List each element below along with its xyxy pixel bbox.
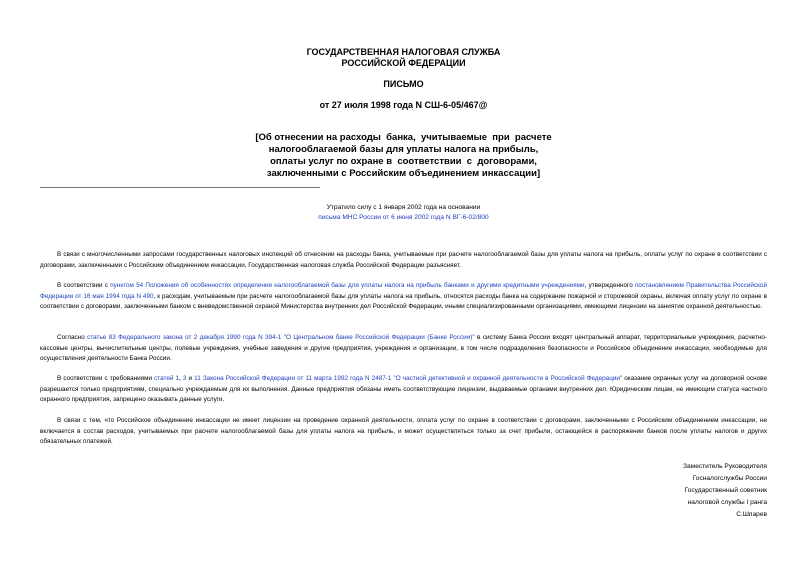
paragraph-2-text-c: , к расходам, учитываемым при расчете налогооблагаемой базы для уплаты налога на прибыль, относятся расходы банка на содержание пожарной и сторожевой охраны, включая оплату услуг по охране в соответствии с договорами, заключенными банком с вневедомственной охраной Министерства внутренних дел Российской Федерации, иными специализированными организациями, имеющими лицензии на заниятие охранной деятельностью. [40, 292, 767, 311]
validity-link[interactable]: письма МНС России от 6 июня 2002 года N ВГ-6-02/800 [318, 214, 489, 221]
link-statya-83[interactable]: статье 83 Федерального закона от 2 декабря 1990 года N 394-1 "О Центральном банке Российской Федерации (Банке России)" [87, 334, 475, 341]
paragraph-4 [40, 374, 767, 406]
link-postanovlenie-490[interactable]: постановлением Правительства Российской Федерации от 16 мая 1994 года N 490 [40, 282, 767, 300]
paragraph-5 [40, 416, 767, 448]
paragraph-1-text: В связи с многочисленными запросами государственных налоговых инспекций об отнесении на расходы банка, учитываемые при расчете налогооблагаемой базы для уплаты налога на прибыль, оплаты услуг по охране в соответствии с договорами, заключенными с Российским объединением инкассации, Государственная налоговая служба Российской Федерации разъясняет. [40, 251, 767, 269]
paragraph-1 [40, 250, 767, 271]
signature-name: С.Шпарев [736, 511, 767, 518]
paragraph-3-text-b: в систему Банка России входят центральный аппарат, территориальные учреждения, расчетно-кассовые центры, вычислительные центры, полевые учреждения, учебные заведения и другие предприятия, учреждения и организации, в том числе подразделения безопасности и Российское объединение инкассации, необходимые для осуществления деятельности Банка России. [40, 334, 767, 363]
paragraph-4-text-d: оказание охранных услуг на договорной основе разрешается только предприятиям, специально учреждаемым для их выполнения. Данные предприятия обязаны иметь соответствующие лицензии, выдаваемые органами внутренних дел. Юридическим лицам, не имеющим статуса частного охранного предприятия, запрещено оказывать данные услуги. [40, 375, 767, 404]
paragraph-2-text-a: В соответствии с [57, 282, 111, 289]
document-type: ПИСЬМО [383, 79, 424, 89]
link-statya-11-zakon[interactable]: 11 Закона Российской Федерации от 11 марта 1992 года N 2487-1 "О частной детективной и охранной деятельности в Российской Федерации" [194, 375, 623, 382]
signature-position-1: Заместитель Руководителя [683, 463, 767, 470]
signature-rank-1: Государственный советник [684, 487, 767, 494]
subject-line4: заключенными с Российским объединением инкассации] [266, 168, 541, 179]
link-punkt-54[interactable]: пунктом 54 Положения об особенностях определения налогооблагаемой базы для уплаты налога на прибыль банками и другими кредитными учреждениями [110, 282, 585, 289]
signature-position-2: Госналогслужбы России [692, 475, 767, 482]
document-date-number: от 27 июля 1998 года N СШ-6-05/467@ [319, 100, 488, 110]
separator-rule [40, 187, 320, 188]
paragraph-4-text-c: и [186, 375, 195, 382]
link-statya-3[interactable]: 3 [182, 375, 187, 382]
subject-line1: [Об отнесении на расходы банка, учитываемые при расчете [255, 132, 552, 143]
agency-name-line1: ГОСУДАРСТВЕННАЯ НАЛОГОВАЯ СЛУЖБА [306, 47, 501, 57]
signature-rank-2: налоговой службы I ранга [687, 499, 767, 506]
subject-line2: налогооблагаемой базы для уплаты налога на прибыль, [268, 144, 539, 155]
link-statya-1[interactable]: статей 1 [154, 375, 180, 382]
paragraph-5-text: В связи с тем, что Российское объединение инкассации не имеет лицензии на проведение охранной деятельности, оплата услуг по охране в соответствии с договорами, заключенными с Российским объединением инкассации, не включается в состав расходов, учитываемых при расчете налогооблагаемой базы для уплаты налога на прибыль, и может осуществляться только за счет прибыли, остающейся в распоряжении банков после уплаты налогов и других обязательных платежей. [40, 417, 767, 446]
validity-note: Утратило силу с 1 января 2002 года на основании [326, 204, 481, 211]
subject-line3: оплаты услуг по охране в соответствии с договорами, [270, 156, 537, 167]
agency-name-line2: РОССИЙСКОЙ ФЕДЕРАЦИИ [341, 58, 466, 68]
paragraph-2-text-b: , утвержденного [584, 282, 635, 289]
paragraph-4-text-b: , [179, 375, 183, 382]
paragraph-3 [40, 333, 767, 365]
paragraph-3-text-a: Согласно [57, 334, 88, 341]
paragraph-4-text-a: В соответствии с требованиями [57, 375, 155, 382]
paragraph-2 [40, 281, 767, 313]
